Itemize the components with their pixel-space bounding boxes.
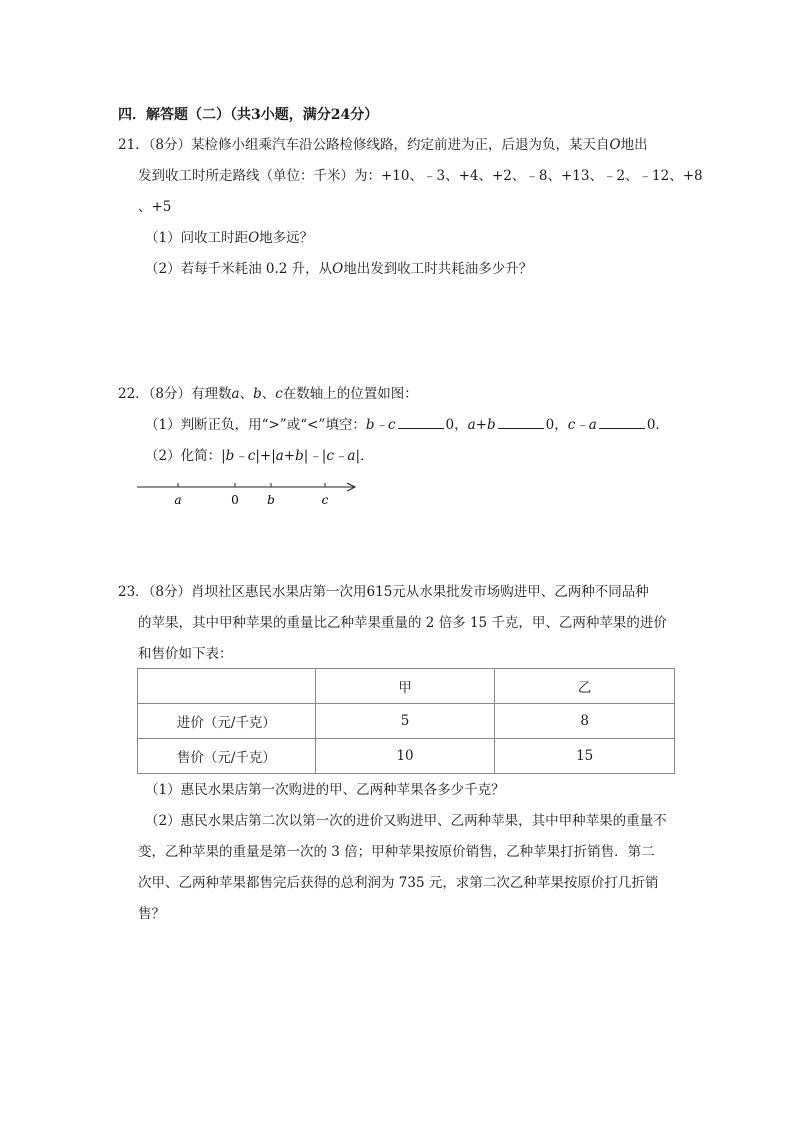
table-row <box>138 704 675 739</box>
label-zero: 0 <box>231 493 239 507</box>
table-header-row <box>138 669 675 704</box>
q22-expr-1: b﹣c <box>365 417 396 433</box>
q21-part1-text-b: 地多远？ <box>259 230 314 246</box>
q23-line1 <box>118 583 649 601</box>
number-line <box>137 478 367 512</box>
label-c: c <box>321 493 329 507</box>
q22-line1 <box>118 385 418 403</box>
q21-text-1b: 地出 <box>620 137 648 153</box>
table-header-cell: 乙 <box>495 669 675 704</box>
q23-part2-line1: （2）惠民水果店第二次以第一次的进价又购进甲、乙两种苹果，其中甲种苹果的重量不 <box>145 813 667 829</box>
q22-zero-2: 0， <box>545 417 568 433</box>
q22-var-a: a <box>231 386 240 402</box>
table-row <box>138 739 675 774</box>
q22-part2-expr: |b﹣c|+|a+b|﹣|c﹣a|． <box>221 448 374 464</box>
q22-text-b: 在数轴上的位置如图： <box>282 386 418 402</box>
q22-zero-3: 0． <box>646 417 669 433</box>
table-cell: 10 <box>315 739 495 774</box>
q21-part1 <box>145 229 313 247</box>
q21-number: 21．（8分） <box>118 137 192 153</box>
q23-part2-line3: 次甲、乙两种苹果都售完后获得的总利润为 735 元，求第二次乙种苹果按原价打几折销 <box>138 875 659 891</box>
price-table <box>137 668 675 774</box>
q22-expr-2: a+b <box>467 417 496 433</box>
table-cell: 15 <box>495 739 675 774</box>
label-b: b <box>267 493 275 507</box>
q22-part2 <box>145 447 374 465</box>
q23-line2: 的苹果，其中甲种苹果的重量比乙种苹果重量的 2 倍多 15 千克，甲、乙两种苹果的进价 <box>138 615 667 631</box>
q22-var-c: c <box>275 386 283 402</box>
table-cell: 进价（元/千克） <box>138 704 316 739</box>
q21-part1-text: （1）问收工时距 <box>145 230 249 246</box>
q23-text-1: 肖坝社区惠民水果店第一次用615元从水果批发市场购进甲、乙两种不同品种 <box>191 584 649 600</box>
q21-line3: 、+5 <box>138 199 172 215</box>
label-a: a <box>174 493 182 507</box>
q22-var-b: b <box>253 386 262 402</box>
q21-line1 <box>118 136 648 154</box>
q21-part2 <box>145 260 532 278</box>
q22-sep-1: 、 <box>239 386 254 402</box>
q22-part2-text: （2）化简： <box>145 448 222 464</box>
q21-part2-text: （2）若每千米耗油 0.2 升，从 <box>145 261 333 277</box>
table-cell: 售价（元/千克） <box>138 739 316 774</box>
table-cell: 8 <box>495 704 675 739</box>
table-header-cell <box>138 669 316 704</box>
q21-text-1: 某检修小组乘汽车沿公路检修线路，约定前进为正，后退为负，某天自 <box>191 137 610 153</box>
q21-o-1: O <box>609 137 621 153</box>
answer-blank-3[interactable] <box>599 416 645 429</box>
q21-part2-o: O <box>332 261 344 277</box>
q22-text-a: 有理数 <box>191 386 232 402</box>
answer-blank-2[interactable] <box>498 416 544 429</box>
q21-part1-o: O <box>248 230 260 246</box>
q22-part1-text: （1）判断正负，用“>”或“<”填空： <box>145 417 366 433</box>
q22-expr-3: c﹣a <box>567 417 597 433</box>
q22-sep-2: 、 <box>261 386 276 402</box>
q21-part2-text-b: 地出发到收工时共耗油多少升？ <box>343 261 533 277</box>
q23-number: 23．（8分） <box>118 584 192 600</box>
section-title: 四．解答题（二）（共3小题，满分24分） <box>118 107 379 123</box>
q23-part2-line2: 变，乙种苹果的重量是第一次的 3 倍；甲种苹果按原价销售，乙种苹果打折销售．第二 <box>138 844 655 860</box>
table-header-cell: 甲 <box>315 669 495 704</box>
q22-number: 22．（8分） <box>118 386 192 402</box>
table-cell: 5 <box>315 704 495 739</box>
answer-blank-1[interactable] <box>398 416 444 429</box>
q22-part1 <box>145 416 669 434</box>
q23-part2-line4: 售？ <box>138 906 165 922</box>
q22-zero-1: 0， <box>445 417 468 433</box>
q23-part1: （1）惠民水果店第一次购进的甲、乙两种苹果各多少千克？ <box>145 782 505 798</box>
q23-line3: 和售价如下表： <box>138 646 233 662</box>
q21-line2: 发到收工时所走路线（单位：千米）为：+10、﹣3、+4、+2、﹣8、+13、﹣2、﹣12、+8 <box>138 168 703 184</box>
